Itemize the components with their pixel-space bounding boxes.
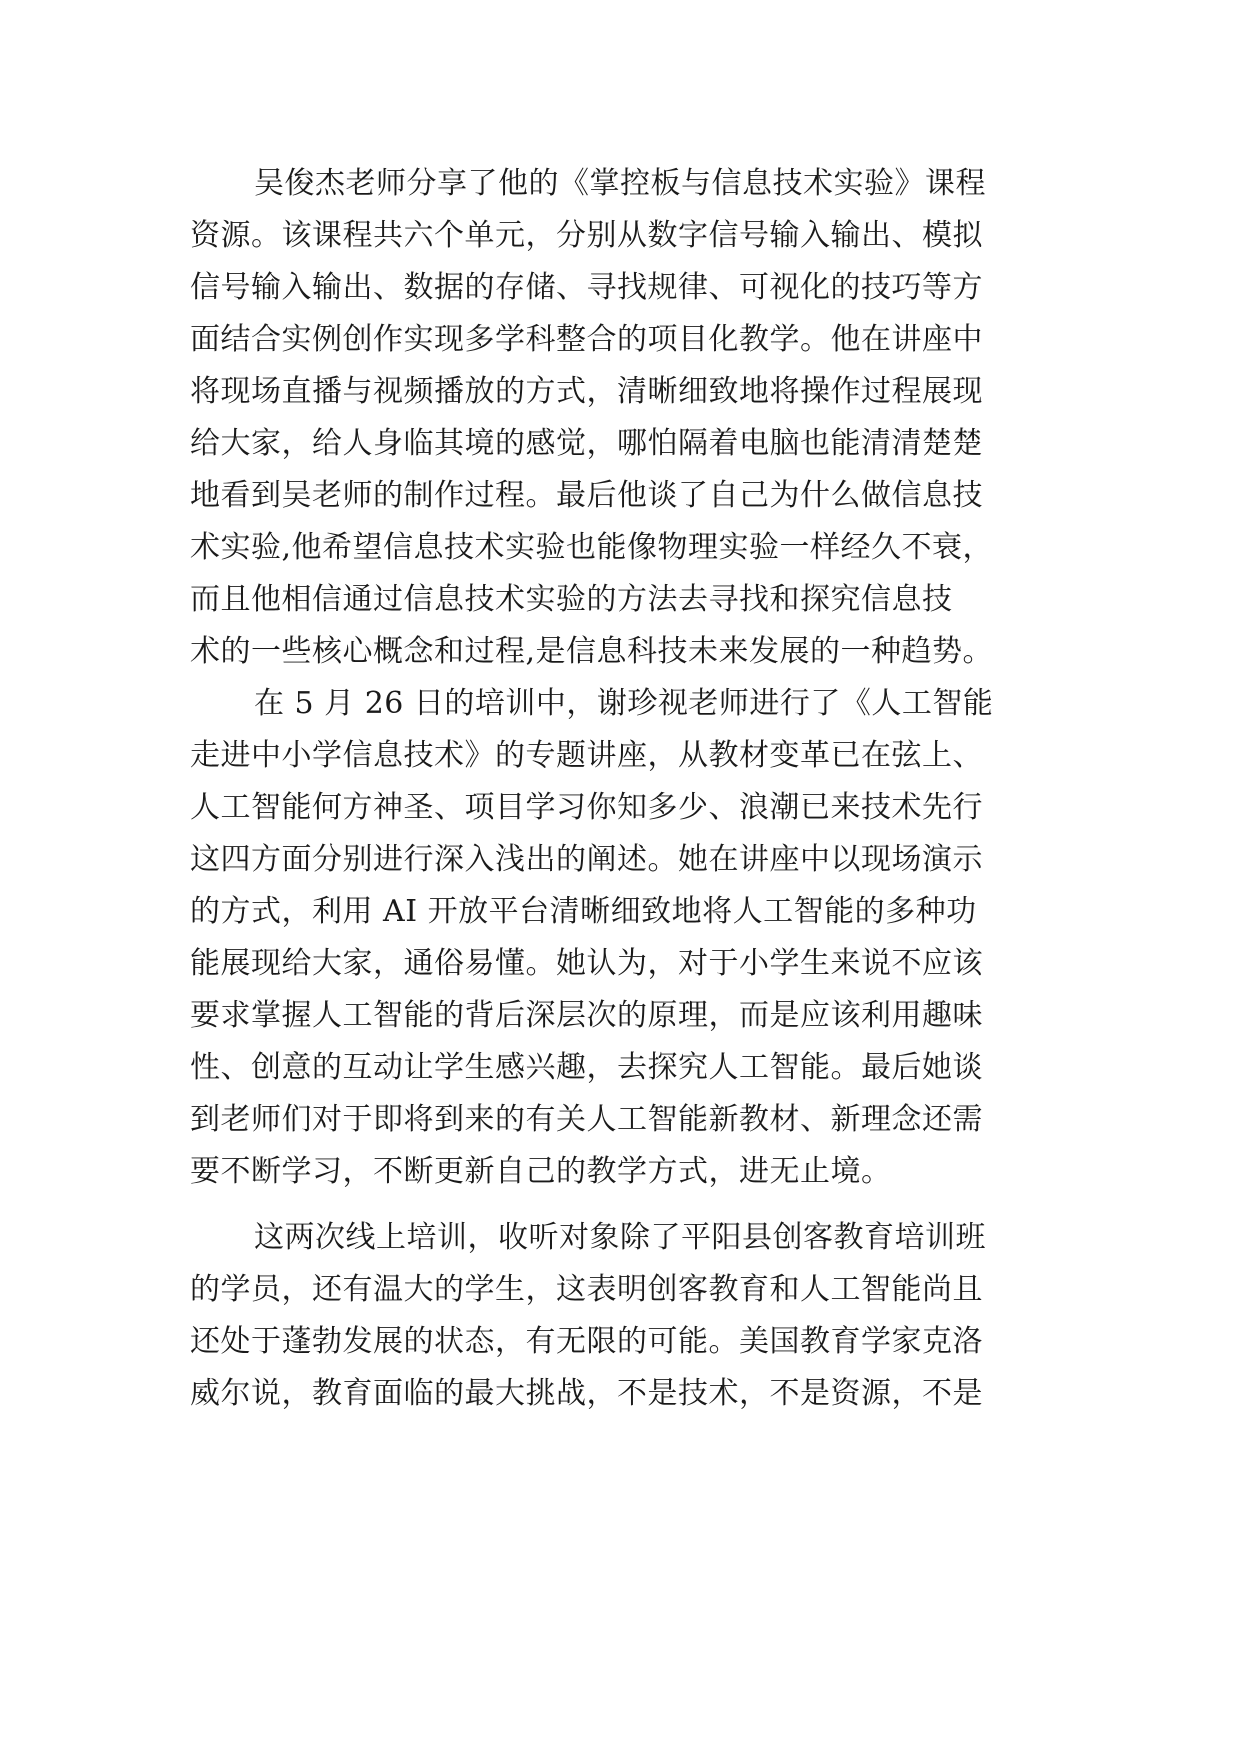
text-line: 要求掌握人工智能的背后深层次的原理，而是应该利用趣味 [190,998,983,1033]
text-line: 给大家，给人身临其境的感觉，哪怕隔着电脑也能清清楚楚 [190,426,983,461]
text-line: 人工智能何方神圣、项目学习你知多少、浪潮已来技术先行 [190,790,983,825]
text-line: 而且他相信通过信息技术实验的方法去寻找和探究信息技 [190,582,953,617]
document-body [190,158,1050,1420]
text-line: 的学员，还有温大的学生，这表明创客教育和人工智能尚且 [190,1272,983,1307]
text-line: 术的一些核心概念和过程,是信息科技未来发展的一种趋势。 [190,634,994,669]
text-line: 资源。该课程共六个单元，分别从数字信号输入输出、模拟 [190,218,983,253]
paragraph-1 [190,158,1050,678]
text-line: 这四方面分别进行深入浅出的阐述。她在讲座中以现场演示 [190,842,983,877]
text-line: 术实验,他希望信息技术实验也能像物理实验一样经久不衰， [190,530,994,565]
text-line: 的方式，利用 AI 开放平台清晰细致地将人工智能的多种功 [190,894,977,929]
text-line: 将现场直播与视频播放的方式，清晰细致地将操作过程展现 [190,374,983,409]
paragraph-2 [190,678,1050,1198]
text-line: 吴俊杰老师分享了他的《掌控板与信息技术实验》课程 [254,166,986,201]
text-line: 威尔说，教育面临的最大挑战，不是技术，不是资源，不是 [190,1376,983,1411]
text-line: 地看到吴老师的制作过程。最后他谈了自己为什么做信息技 [190,478,983,513]
text-line: 面结合实例创作实现多学科整合的项目化教学。他在讲座中 [190,322,983,357]
text-line: 信号输入输出、数据的存储、寻找规律、可视化的技巧等方 [190,270,983,305]
text-line: 到老师们对于即将到来的有关人工智能新教材、新理念还需 [190,1102,983,1137]
text-line: 这两次线上培训，收听对象除了平阳县创客教育培训班 [254,1220,986,1255]
text-line: 性、创意的互动让学生感兴趣，去探究人工智能。最后她谈 [190,1050,983,1085]
text-line: 要不断学习，不断更新自己的教学方式，进无止境。 [190,1154,892,1189]
text-line: 在 5 月 26 日的培训中，谢珍视老师进行了《人工智能 [254,686,994,721]
paragraph-3 [190,1212,1050,1420]
paragraph-gap [190,1198,1050,1212]
text-line: 还处于蓬勃发展的状态，有无限的可能。美国教育学家克洛 [190,1324,983,1359]
text-line: 能展现给大家，通俗易懂。她认为，对于小学生来说不应该 [190,946,983,981]
text-line: 走进中小学信息技术》的专题讲座，从教材变革已在弦上、 [190,738,983,773]
